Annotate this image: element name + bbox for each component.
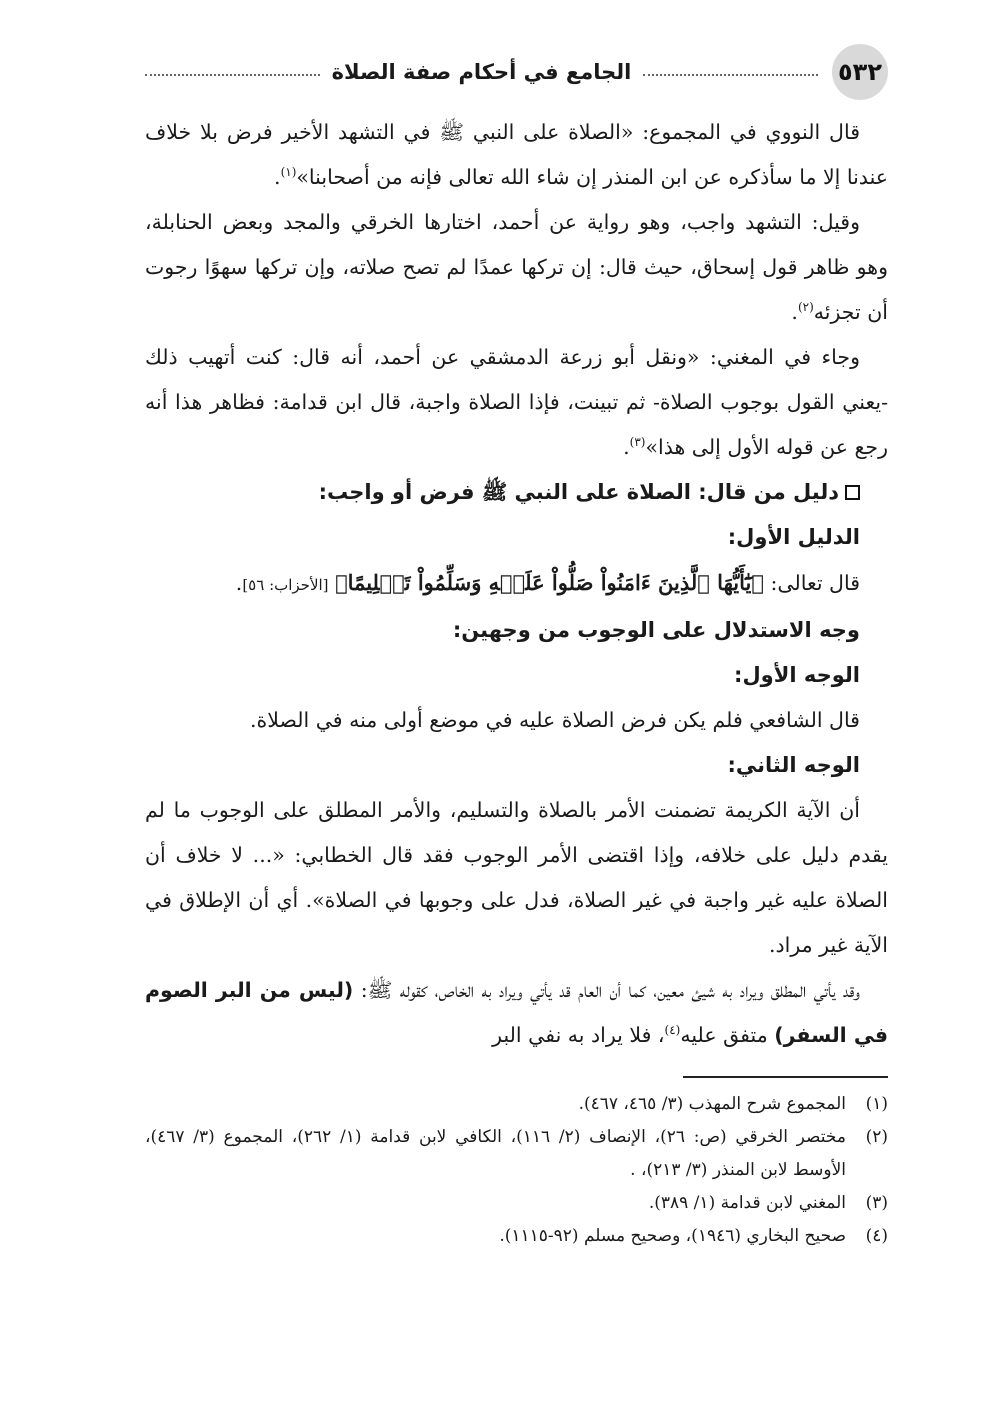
footnote-1 [145,1088,888,1121]
footnote-text: صحيح البخاري (١٩٤٦)، وصحيح مسلم (٩٢-١١١٥). [499,1226,846,1246]
inference-heading: وجه الاستدلال على الوجوب من وجهين: [452,618,860,642]
hadith-text: (ليس من البر الصوم في السفر) [145,978,888,1047]
footnote-number: (٣) [865,1193,888,1213]
footnote-number: (٤) [865,1226,888,1246]
footnote-ref-4[interactable]: (٤) [664,1023,681,1038]
paragraph-mughni: وجاء في المغني: «ونقل أبو زرعة الدمشقي عن أحمد، أنه قال: كنت أتهيب ذلك -يعني القول بوجوب الصلاة- ثم تبينت، فإذا الصلاة واجبة، قال ابن قدامة: فظاهر هذا أنه رجع عن قوله الأول إلى هذا»$^{(٣)}$. [145,345,888,459]
square-bullet-icon [845,485,860,500]
paragraph-mutlaq: وقد يأتي المطلق ويراد به شيئ معين، كما أن العام قد يأتي ويراد به الخاص، كقوله ﷺ: (ليس من البر الصوم في السفر) متفق عليه$^{(٤)}$، فلا يراد به نفي البر [145,978,888,1047]
aspect-one-text: قال الشافعي فلم يكن فرض الصلاة عليه في موضع أولى منه في الصلاة. [250,708,860,732]
footnotes [145,1088,888,1253]
section-heading: دليل من قال: الصلاة على النبي ﷺ فرض أو واجب: [145,470,888,515]
footnote-number: (٢) [865,1127,888,1147]
verse-reference: [الأحزاب: ٥٦] [242,576,329,594]
main-text [145,110,888,1058]
footnote-3 [145,1187,888,1220]
paragraph-tashahhud-wajib: وقيل: التشهد واجب، وهو رواية عن أحمد، اختارها الخرقي والمجد وبعض الحنابلة، وهو ظاهر قول إسحاق، حيث قال: إن تركها عمدًا لم تصح صلاته، وإن تركها سهوًا رجوت أن تجزئه$^{(٢)}$. [145,210,888,324]
book-title: الجامع في أحكام صفة الصلاة [331,60,632,84]
footnote-ref-1[interactable]: (١) [280,165,297,180]
aspect-two-heading: الوجه الثاني: [727,753,860,777]
paragraph-nawawi: قال النووي في المجموع: «الصلاة على النبي ﷺ في التشهد الأخير فرض بلا خلاف عندنا إلا ما سأذكره عن ابن المنذر إن شاء الله تعالى فإنه من أصحابنا»$^{(١)}$. [145,120,888,189]
header-dots-left [145,74,320,76]
footnote-separator [683,1076,888,1078]
footnote-text: المغني لابن قدامة (١/ ٣٨٩). [648,1193,846,1213]
header-dots-right [643,74,818,76]
footnote-ref-3[interactable]: (٣) [629,435,646,450]
footnote-ref-2[interactable]: (٢) [797,300,814,315]
aspect-one-heading: الوجه الأول: [734,663,860,687]
book-page [145,42,888,1253]
running-header [145,42,888,102]
footnote-number: (١) [865,1094,888,1114]
footnote-2 [145,1121,888,1187]
page-number: ٥٣٢ [832,44,888,100]
footnote-4 [145,1220,888,1253]
aspect-two-text: أن الآية الكريمة تضمنت الأمر بالصلاة والتسليم، والأمر المطلق على الوجوب ما لم يقدم دليل على خلافه، وإذا اقتضى الأمر الوجوب فقد قال الخطابي: «... لا خلاف أن الصلاة عليه غير واجبة في غير الصلاة، فدل على وجوبها في الصلاة». أي أن الإطلاق في الآية غير مراد. [145,798,888,957]
verse-paragraph: قال تعالى: ﴿يَٰٓأَيُّهَا ٱلَّذِينَ ءَامَنُواْ صَلُّواْ عَلَيۡهِ وَسَلِّمُواْ تَسۡلِيمًا﴾ [الأحزاب: ٥٦]. [235,570,860,595]
footnote-text: المجموع شرح المهذب (٣/ ٤٦٥، ٤٦٧). [578,1094,846,1114]
first-evidence-heading: الدليل الأول: [727,525,860,549]
footnote-text: مختصر الخرقي (ص: ٢٦)، الإنصاف (٢/ ١١٦)، الكافي لابن قدامة (١/ ٢٦٢)، المجموع (٣/ ٤٦٧)، الأوسط لابن المنذر (٣/ ٢١٣)، . [145,1127,847,1180]
quran-verse: ﴿يَٰٓأَيُّهَا ٱلَّذِينَ ءَامَنُواْ صَلُّواْ عَلَيۡهِ وَسَلِّمُواْ تَسۡلِيمًا﴾ [335,570,764,595]
